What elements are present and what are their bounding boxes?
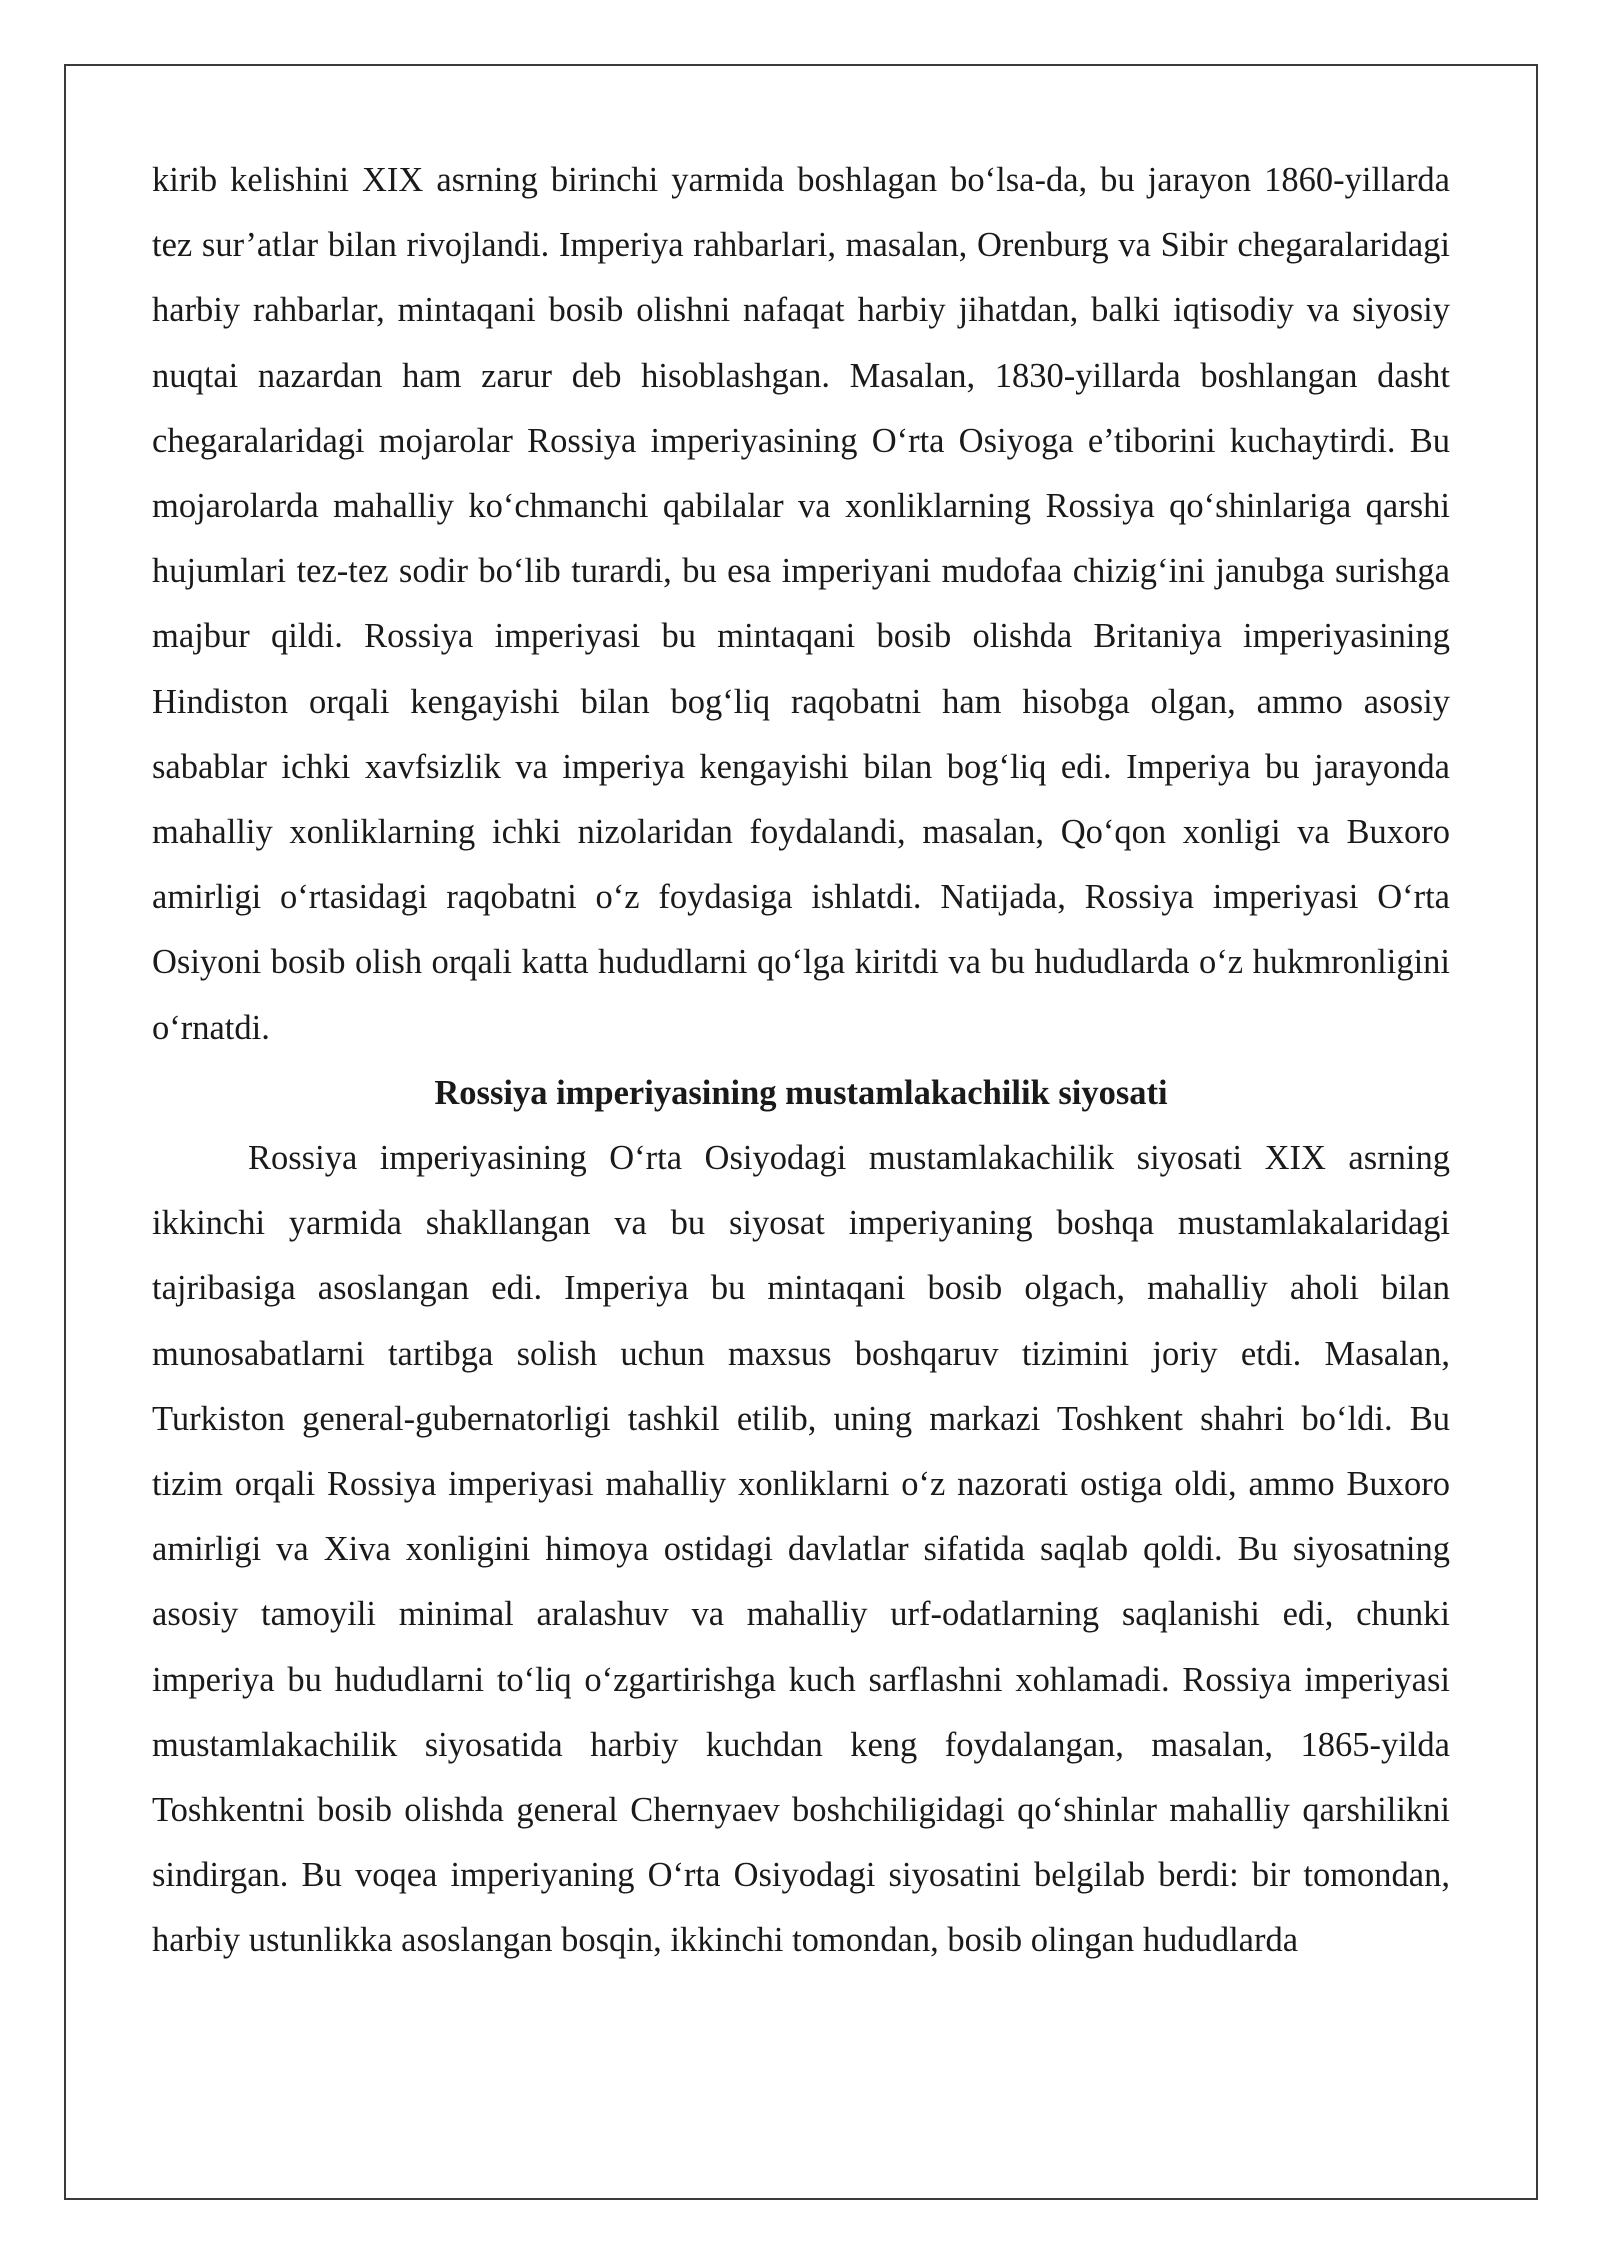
body-paragraph: kirib kelishini XIX asrning birinchi yarmida boshlagan bo‘lsa-da, bu jarayon 1860-yillarda tez sur’atlar bilan rivojlandi. Imperiya rahbarlari, masalan, Orenburg va Sibir chegaralaridagi harbiy rahbarlar, mintaqani bosib olishni nafaqat harbiy jihatdan, balki iqtisodiy va siyosiy nuqtai nazardan ham zarur deb hisoblashgan. Masalan, 1830-yillarda boshlangan dasht chegaralaridagi mojarolar Rossiya imperiyasining O‘rta Osiyoga e’tiborini kuchaytirdi. Bu mojarolarda mahalliy ko‘chmanchi qabilalar va xonliklarning Rossiya qo‘shinlariga qarshi hujumlari tez-tez sodir bo‘lib turardi, bu esa imperiyani mudofaa chizig‘ini janubga surishga majbur qildi. Rossiya imperiyasi bu mintaqani bosib olishda Britaniya imperiyasining Hindiston orqali kengayishi bilan bog‘liq raqobatni ham hisobga olgan, ammo asosiy sabablar ichki xavfsizlik va imperiya kengayishi bilan bog‘liq edi. Imperiya bu jarayonda mahalliy xonliklarning ichki nizolaridan foydalandi, masalan, Qo‘qon xonligi va Buxoro amirligi o‘rtasidagi raqobatni o‘z foydasiga ishlatdi. Natijada, Rossiya imperiyasi O‘rta Osiyoni bosib olish orqali katta hududlarni qo‘lga kiritdi va bu hududlarda o‘z hukmronligini o‘rnatdi. <box>152 161 1450 1047</box>
section-heading: Rossiya imperiyasining mustamlakachilik siyosati <box>434 1073 1168 1112</box>
document-body <box>152 148 1450 1974</box>
body-paragraph: Rossiya imperiyasining O‘rta Osiyodagi mustamlakachilik siyosati XIX asrning ikkinchi yarmida shakllangan va bu siyosat imperiyaning boshqa mustamlakalaridagi tajribasiga asoslangan edi. Imperiya bu mintaqani bosib olgach, mahalliy aholi bilan munosabatlarni tartibga solish uchun maxsus boshqaruv tizimini joriy etdi. Masalan, Turkiston general-gubernatorligi tashkil etilib, uning markazi Toshkent shahri bo‘ldi. Bu tizim orqali Rossiya imperiyasi mahalliy xonliklarni o‘z nazorati ostiga oldi, ammo Buxoro amirligi va Xiva xonligini himoya ostidagi davlatlar sifatida saqlab qoldi. Bu siyosatning asosiy tamoyili minimal aralashuv va mahalliy urf-odatlarning saqlanishi edi, chunki imperiya bu hududlarni to‘liq o‘zgartirishga kuch sarflashni xohlamadi. Rossiya imperiyasi mustamlakachilik siyosatida harbiy kuchdan keng foydalangan, masalan, 1865-yilda Toshkentni bosib olishda general Chernyaev boshchiligidagi qo‘shinlar mahalliy qarshilikni sindirgan. Bu voqea imperiyaning O‘rta Osiyodagi siyosatini belgilab berdi: bir tomondan, harbiy ustunlikka asoslangan bosqin, ikkinchi tomondan, bosib olingan hududlarda <box>152 1139 1450 1960</box>
